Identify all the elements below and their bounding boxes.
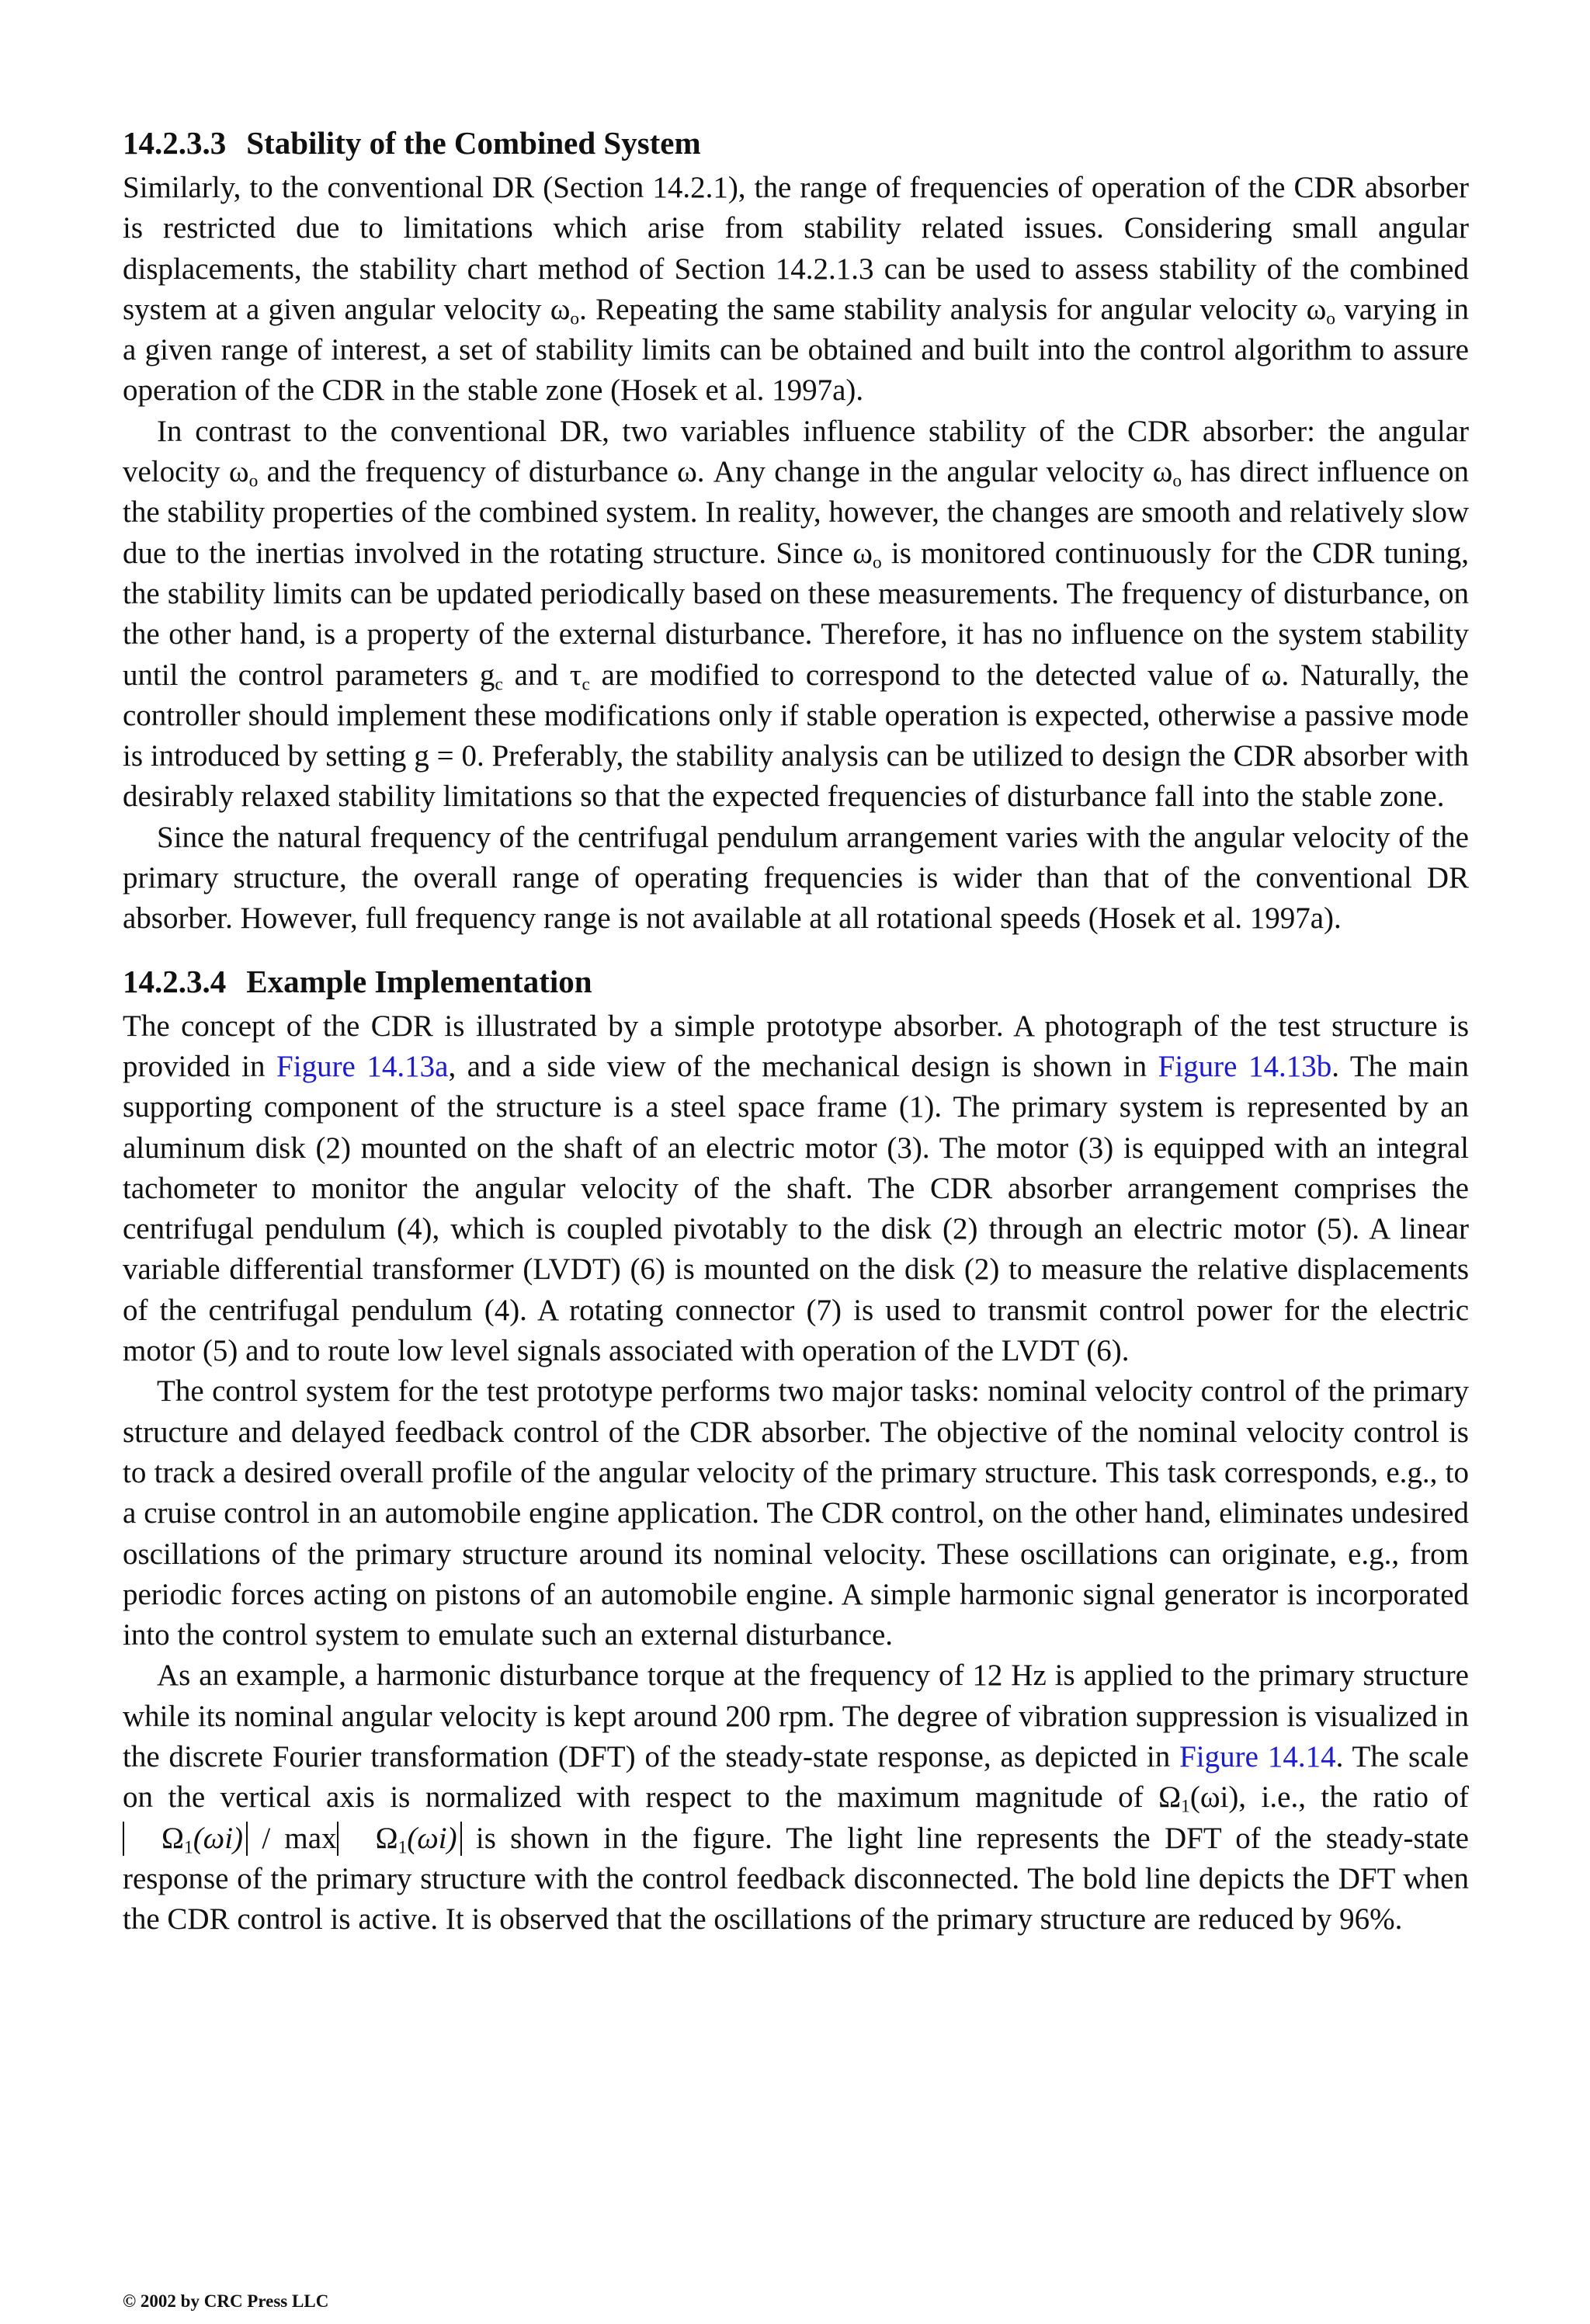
section-title: Example Implementation [246,963,592,999]
section-title: Stability of the Combined System [246,125,701,161]
math-abs-numerator: $\Omega_1(\omega i)$ [123,1822,248,1857]
paragraph-example-results: As an example, a harmonic disturbance torque at the frequency of 12 Hz is applied to the primary structure while its nominal angular velocity is kept around 200 rpm. The degree of vibration suppression is visualized in the discrete Fourier transformation (DFT) of the steady-state response, as depicted in Figure 14.14. The scale on the vertical axis is normalized with respect to the maximum magnitude of $\Omega_1(\omega i)$, i.e., the ratio of $\Omega_1(\omega i)$ / $\max \Omega_1(\omega i)$ is shown in the figure. The light line represents the DFT of the steady-state response of the primary structure with the control feedback disconnected. The bold line depicts the DFT when the CDR control is active. It is observed that the oscillations of the primary structure are reduced by 96%. [123,1659,1469,1937]
section-heading-stability [123,123,1469,163]
figure-link-14-13a[interactable]: Figure 14.13a [276,1049,449,1083]
paragraph-example-control: The control system for the test prototype performs two major tasks: nominal velocity control of the primary structure and delayed feedback control of the CDR absorber. The objective of the nominal velocity control is to track a desired overall profile of the angular velocity of the primary structure. This task corresponds, e.g., to a cruise control in an automobile engine application. The CDR control, on the other hand, eliminates undesired oscillations of the primary structure around its nominal velocity. These oscillations can originate, e.g., from periodic forces acting on pistons of an automobile engine. A simple harmonic signal generator is incorporated into the control system to emulate such an external disturbance. [123,1374,1469,1652]
paragraph-example-concept: The concept of the CDR is illustrated by a simple prototype absorber. A photograph of the test structure is provided in Figure 14.13a, and a side view of the mechanical design is shown in Figure 14.13b. The main supporting component of the structure is a steel space frame (1). The primary system is represented by an aluminum disk (2) mounted on the shaft of an electric motor (3). The motor (3) is equipped with an integral tachometer to monitor the angular velocity of the shaft. The CDR absorber arrangement comprises the centrifugal pendulum (4), which is coupled pivotably to the disk (2) through an electric motor (5). A linear variable differential transformer (LVDT) (6) is mounted on the disk (2) to measure the relative displacements of the centrifugal pendulum (4). A rotating connector (7) is used to transmit control power for the electric motor (5) and to route low level signals associated with operation of the LVDT (6). [123,1009,1469,1368]
section-heading-example [123,961,1469,1002]
section-number: 14.2.3.3 [123,125,227,161]
figure-link-14-14[interactable]: Figure 14.14 [1179,1739,1336,1773]
copyright-footer: © 2002 by CRC Press LLC [123,2291,329,2311]
paragraph-stability-variables: In contrast to the conventional DR, two variables influence stability of the CDR absorber: the angular velocity $\omega_o$ and the frequency of disturbance ω. Any change in the angular velocity $\omega_o$ has direct influence on the stability properties of the combined system. In reality, however, the changes are smooth and relatively slow due to the inertias involved in the rotating structure. Since $\omega_o$ is monitored continuously for the CDR tuning, the stability limits can be updated periodically based on these measurements. The frequency of disturbance, on the other hand, is a property of the external disturbance. Therefore, it has no influence on the system stability until the control parameters $g_c$ and $\tau_c$ are modified to correspond to the detected value of ω. Naturally, the controller should implement these modifications only if stable operation is expected, otherwise a passive mode is introduced by setting g = 0. Preferably, the stability analysis can be utilized to design the CDR absorber with desirably relaxed stability limitations so that the expected frequencies of disturbance fall into the stable zone. [123,414,1470,814]
math-abs-denominator: $\Omega_1(\omega i)$ [337,1822,462,1857]
section-number: 14.2.3.4 [123,963,227,999]
page-content [123,123,1469,1940]
paragraph-stability-intro: Similarly, to the conventional DR (Section 14.2.1), the range of frequencies of operation of the CDR absorber is restricted due to limitations which arise from stability related issues. Considering small angular displacements, the stability chart method of Section 14.2.1.3 can be used to assess stability of the combined system at a given angular velocity $\omega_o$. Repeating the same stability analysis for angular velocity $\omega_o$ varying in a given range of interest, a set of stability limits can be obtained and built into the control algorithm to assure operation of the CDR in the stable zone (Hosek et al. 1997a). [123,171,1469,408]
figure-link-14-13b[interactable]: Figure 14.13b [1158,1049,1332,1083]
paragraph-stability-range: Since the natural frequency of the centrifugal pendulum arrangement varies with the angular velocity of the primary structure, the overall range of operating frequencies is wider than that of the conventional DR absorber. However, full frequency range is not available at all rotational speeds (Hosek et al. 1997a). [123,820,1469,936]
